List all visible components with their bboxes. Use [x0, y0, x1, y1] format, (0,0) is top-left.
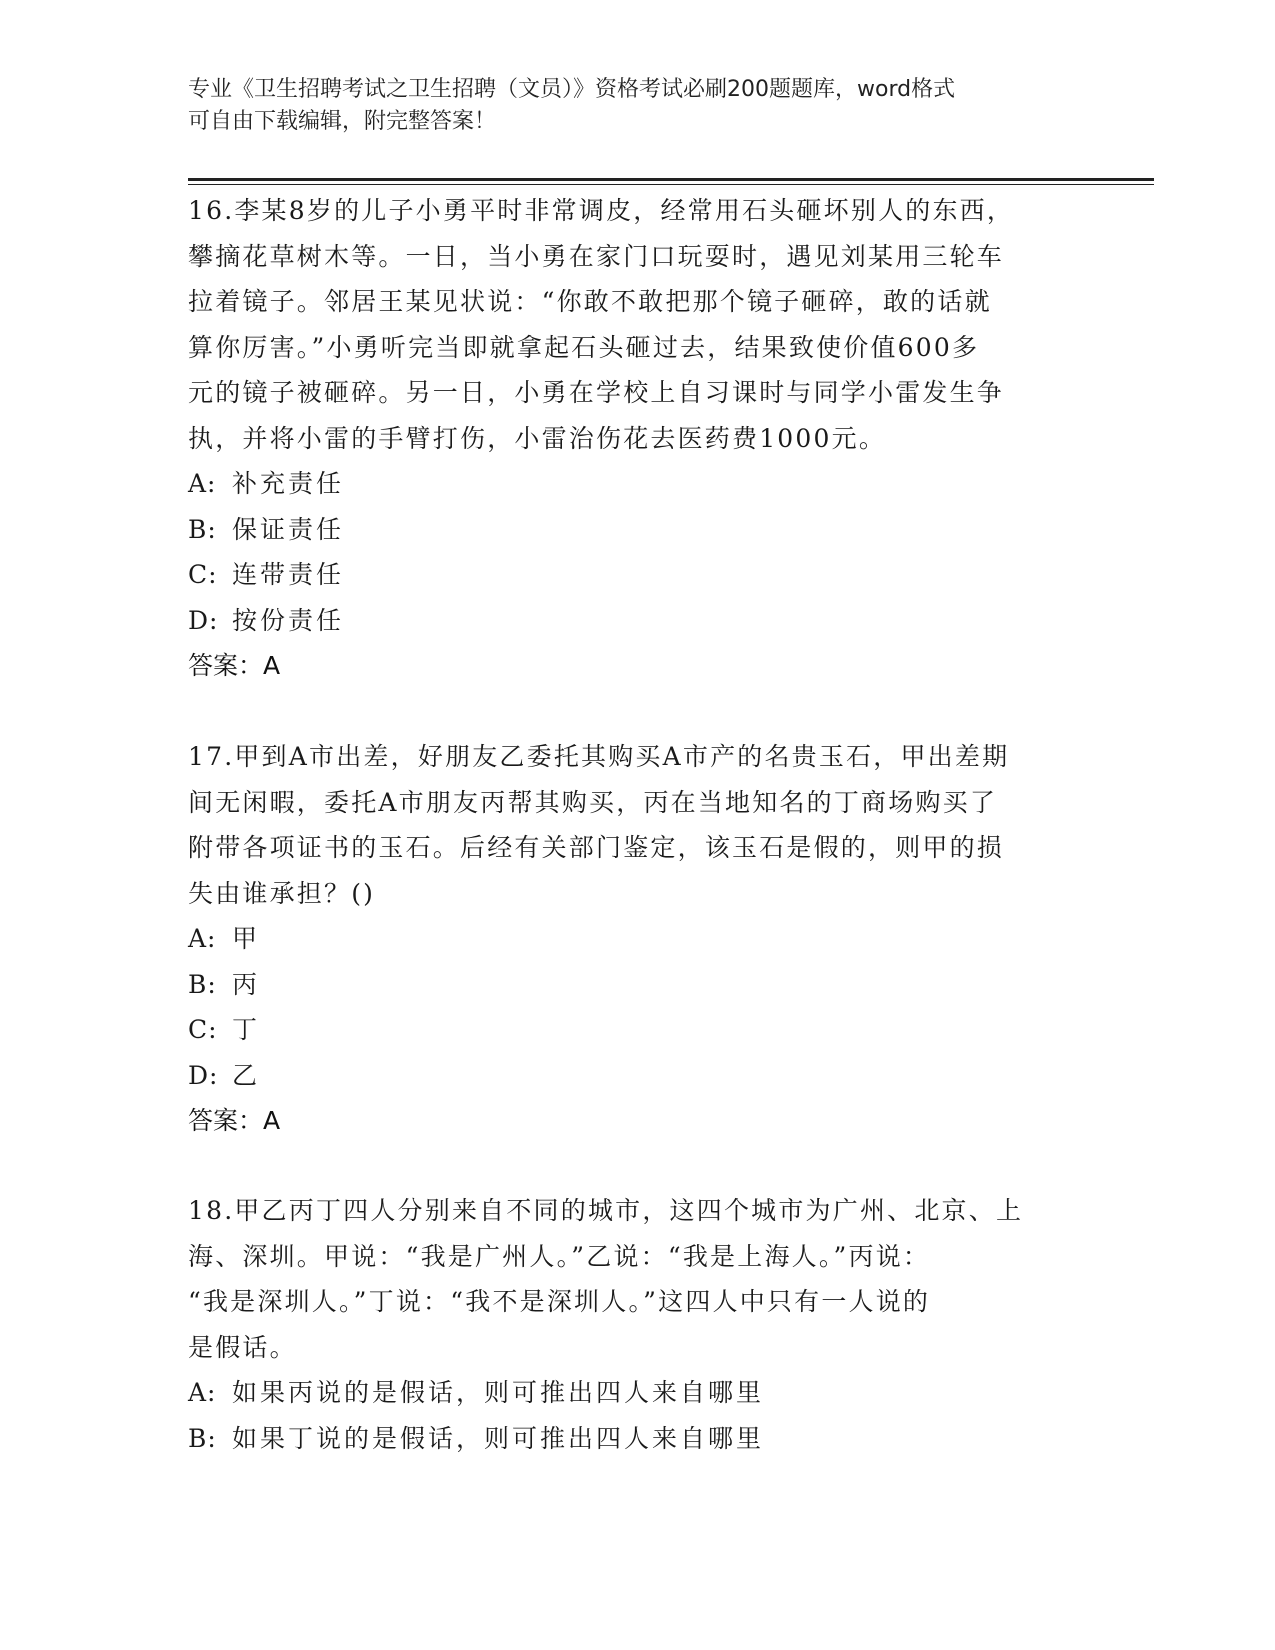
header-divider-thin: [188, 184, 1154, 185]
question-16: [188, 188, 1068, 689]
option-a: [188, 461, 1068, 507]
option-b: [188, 507, 1068, 553]
option-text: 补充责任: [232, 469, 345, 498]
question-stem-line: 间无闲暇，委托A市朋友丙帮其购买，丙在当地知名的丁商场购买了: [188, 787, 998, 817]
question-stem-line: 16.李某8岁的儿子小勇平时非常调皮，经常用石头砸坏别人的东西，: [188, 196, 1015, 225]
option-text: 按份责任: [232, 605, 345, 635]
option-text: 如果丙说的是假话，则可推出四人来自哪里: [232, 1378, 765, 1407]
option-key: B:: [188, 969, 217, 999]
question-stem-line: 元的镜子被砸碎。另一日，小勇在学校上自习课时与同学小雷发生争: [188, 378, 1005, 407]
header-title-line-2: 可自由下载编辑，附完整答案！: [188, 109, 497, 134]
question-stem-line: 附带各项证书的玉石。后经有关部门鉴定，该玉石是假的，则甲的损: [188, 833, 1005, 862]
option-text: 丁: [232, 1015, 261, 1044]
question-stem-line: 失由谁承担？(): [188, 878, 376, 908]
question-17: [188, 734, 1068, 1144]
question-stem-line: 是假话。: [188, 1332, 297, 1362]
question-stem-line: 18.甲乙丙丁四人分别来自不同的城市，这四个城市为广州、北京、上: [188, 1196, 1024, 1225]
option-b: [188, 1416, 1068, 1462]
option-key: D:: [188, 605, 219, 635]
option-d: [188, 1053, 1068, 1099]
document-header: [188, 74, 1048, 138]
option-key: C:: [188, 560, 218, 589]
question-stem-line: 攀摘花草树木等。一日，当小勇在家门口玩耍时，遇见刘某用三轮车: [188, 241, 1005, 271]
header-divider-thick: [188, 178, 1154, 181]
question-stem-line: “我是深圳人。”丁说：“我不是深圳人。”这四人中只有一人说的: [188, 1287, 931, 1316]
answer-line: 答案：A: [188, 1106, 281, 1135]
option-c: [188, 1007, 1068, 1053]
option-text: 保证责任: [232, 514, 345, 544]
option-text: 丙: [232, 969, 261, 999]
answer-line: 答案：A: [188, 651, 281, 680]
question-stem-line: 拉着镜子。邻居王某见状说：“你敢不敢把那个镜子砸碎，敢的话就: [188, 287, 992, 316]
option-key: A:: [188, 924, 217, 953]
option-a: [188, 916, 1068, 962]
option-text: 如果丁说的是假话，则可推出四人来自哪里: [232, 1423, 765, 1453]
option-key: B:: [188, 514, 217, 544]
option-key: B:: [188, 1423, 217, 1453]
option-d: [188, 598, 1068, 644]
option-text: 甲: [232, 924, 261, 953]
option-key: C:: [188, 1015, 218, 1044]
option-text: 连带责任: [232, 560, 345, 589]
option-key: D:: [188, 1060, 219, 1090]
question-stem-line: 海、深圳。甲说：“我是广州人。”乙说：“我是上海人。”丙说：: [188, 1241, 931, 1271]
option-key: A:: [188, 1378, 217, 1407]
option-a: [188, 1370, 1068, 1416]
question-18: [188, 1188, 1068, 1461]
option-b: [188, 962, 1068, 1008]
option-c: [188, 552, 1068, 598]
option-key: A:: [188, 469, 217, 498]
option-text: 乙: [232, 1060, 261, 1090]
header-title-line-1: 专业《卫生招聘考试之卫生招聘（文员）》资格考试必刷200题题库，word格式: [188, 77, 956, 102]
question-stem-line: 算你厉害。”小勇听完当即就拿起石头砸过去，结果致使价值600多: [188, 332, 980, 362]
question-stem-line: 执，并将小雷的手臂打伤，小雷治伤花去医药费1000元。: [188, 423, 887, 453]
question-stem-line: 17.甲到A市出差，好朋友乙委托其购买A市产的名贵玉石，甲出差期: [188, 742, 1010, 771]
